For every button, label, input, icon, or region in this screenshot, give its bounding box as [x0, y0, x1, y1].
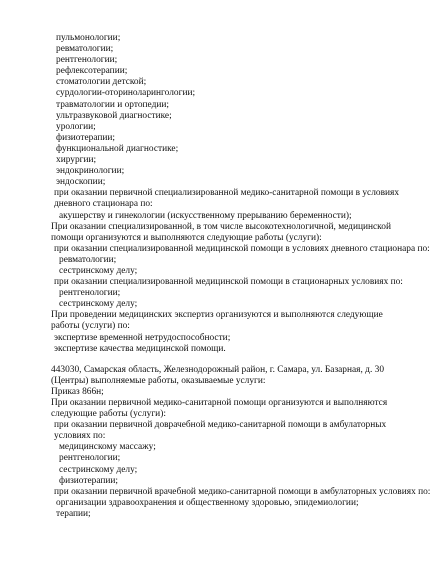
list-item: травматологии и ортопедии;: [56, 99, 169, 110]
list-item: ультразвуковой диагностике;: [56, 110, 172, 121]
list-item: сестринскому делу;: [59, 299, 138, 310]
list-item: сестринскому делу;: [59, 464, 138, 475]
list-item: функциональной диагностике;: [56, 143, 179, 154]
list-item: хирургии;: [56, 155, 97, 166]
section-subheader: при оказании первичной специализированной медико-санитарной помощи в условиях дневного стационара по:: [54, 188, 400, 210]
document-body: [51, 33, 430, 520]
section-subheader: при оказании специализированной медицинской помощи в стационарных условиях по:: [54, 277, 403, 288]
section-subheader: при оказании первичной доврачебной медико-санитарной помощи в амбулаторных условиях по:: [54, 420, 387, 442]
list-item: сурдологии-оториноларингологии;: [56, 88, 196, 99]
list-item: рентгенологии;: [59, 288, 121, 299]
list-item: акушерству и гинекологии (искусственному прерыванию беременности);: [59, 210, 352, 221]
section-spacer: [51, 355, 401, 365]
section-header: При оказании специализированной, в том числе высокотехнологичной, медицинской помощи организуются и выполняются следующие работы (услуги):: [51, 221, 391, 243]
list-item: физиотерапии;: [59, 475, 119, 486]
section-header: При проведении медицинских экспертиз организуются и выполняются следующие работы (услуги) по:: [51, 310, 383, 332]
list-item: организации здравоохранения и общественному здоровью, эпидемиологии;: [56, 497, 359, 508]
order-line: Приказ 866н;: [51, 386, 104, 397]
section-header: При оказании первичной медико-санитарной помощи организуются и выполняются следующие работы (услуги):: [51, 398, 388, 420]
list-item: терапии;: [56, 508, 91, 519]
list-item: стоматологии детской;: [56, 77, 147, 88]
list-item: медицинскому массажу;: [59, 442, 156, 453]
address-line: 443030, Самарская область, Железнодорожный район, г. Самара, ул. Базарная, д. 30 (Центры) выполняемые работы, оказываемые услуги:: [51, 364, 385, 386]
list-item: рефлексотерапии;: [56, 66, 128, 77]
list-item: рентгенологии;: [56, 55, 118, 66]
list-item: пульмонологии;: [56, 33, 121, 43]
list-item: физиотерапии;: [56, 132, 116, 143]
list-item: сестринскому делу;: [59, 265, 138, 276]
list-item: экспертизе временной нетрудоспособности;: [54, 332, 231, 343]
section-subheader: при оказании специализированной медицинской помощи в условиях дневного стационара по:: [54, 243, 430, 254]
list-item: урологии;: [56, 121, 96, 132]
list-item: экспертизе качества медицинской помощи.: [54, 343, 226, 354]
list-item: ревматологии;: [59, 254, 117, 265]
list-item: ревматологии;: [56, 44, 114, 55]
section-subheader: при оказании первичной врачебной медико-санитарной помощи в амбулаторных условиях по:: [54, 486, 430, 497]
list-item: эндокринологии;: [56, 166, 125, 177]
list-item: эндоскопии;: [56, 177, 106, 188]
list-item: рентгенологии;: [59, 453, 121, 464]
